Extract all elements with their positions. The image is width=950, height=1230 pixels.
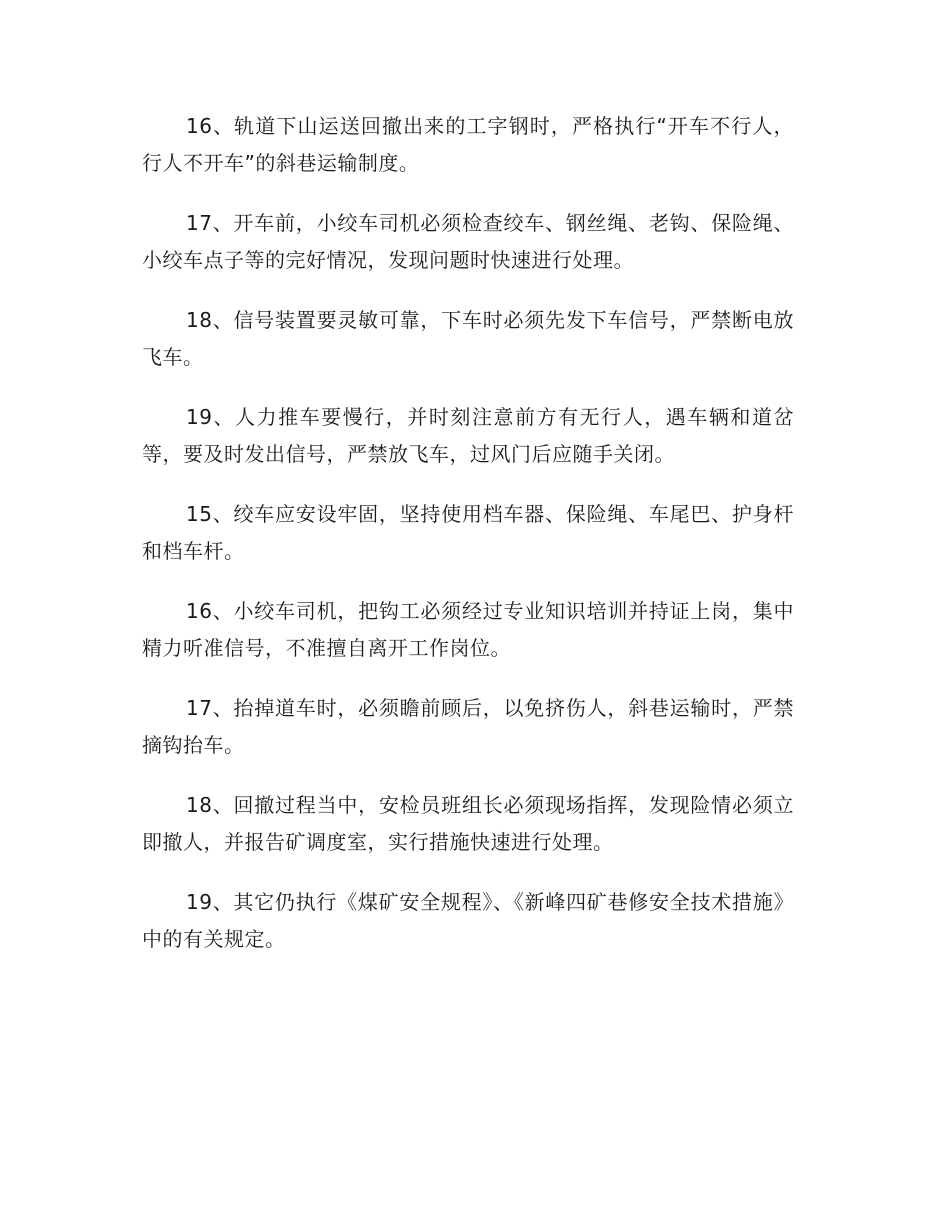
document-body [142, 108, 794, 981]
paragraph: 15、绞车应安设牢固，坚持使用档车器、保险绳、车尾巴、护身杆和档车杆。 [142, 502, 794, 563]
paragraph: 16、轨道下山运送回撤出来的工字钢时，严格执行“开车不行人，行人不开车”的斜巷运输制度。 [142, 114, 794, 175]
paragraph: 17、抬掉道车时，必须瞻前顾后，以免挤伤人，斜巷运输时，严禁摘钩抬车。 [142, 696, 794, 757]
paragraph: 19、人力推车要慢行，并时刻注意前方有无行人，遇车辆和道岔等，要及时发出信号，严禁放飞车，过风门后应随手关闭。 [142, 405, 794, 466]
paragraph: 18、回撤过程当中，安检员班组长必须现场指挥，发现险情必须立即撤人，并报告矿调度室，实行措施快速进行处理。 [142, 793, 794, 854]
paragraph: 18、信号装置要灵敏可靠，下车时必须先发下车信号，严禁断电放飞车。 [142, 308, 794, 369]
paragraph: 19、其它仍执行《煤矿安全规程》、《新峰四矿巷修安全技术措施》中的有关规定。 [142, 890, 794, 951]
paragraph: 16、小绞车司机，把钩工必须经过专业知识培训并持证上岗，集中精力听准信号，不准擅自离开工作岗位。 [142, 599, 794, 660]
paragraph: 17、开车前，小绞车司机必须检查绞车、钢丝绳、老钩、保险绳、小绞车点子等的完好情况，发现问题时快速进行处理。 [142, 211, 794, 272]
